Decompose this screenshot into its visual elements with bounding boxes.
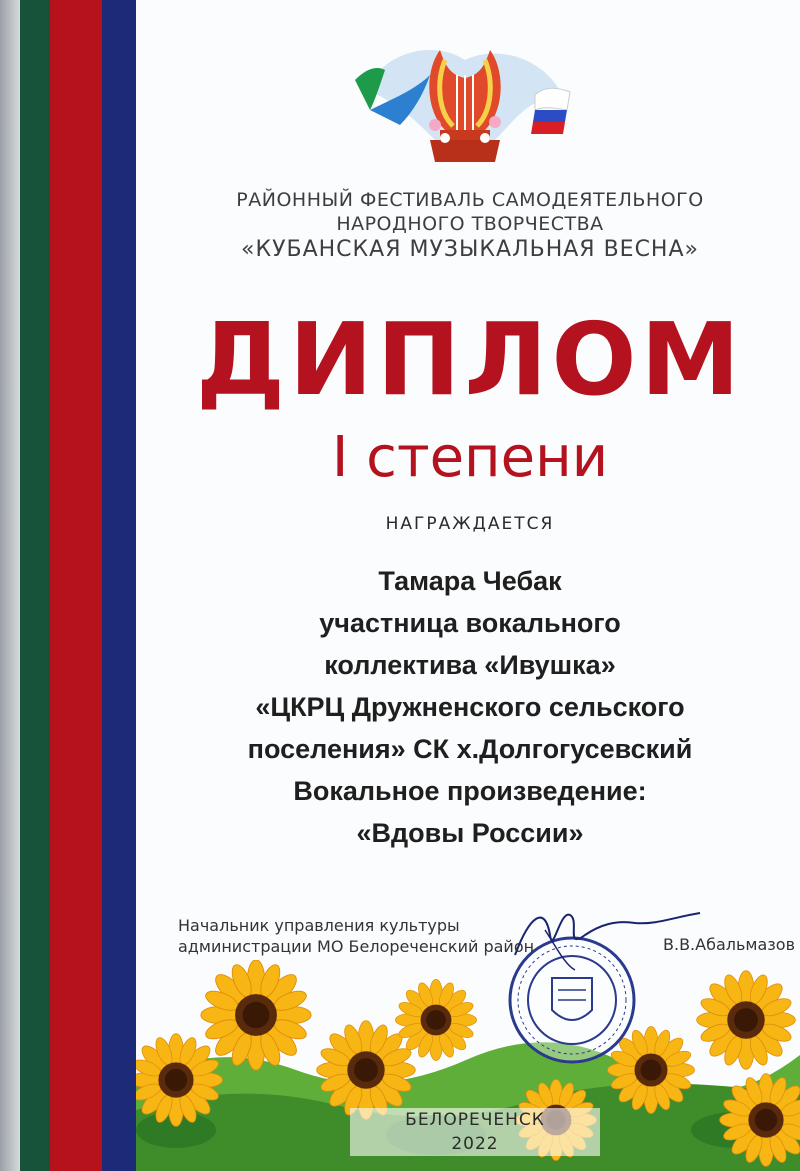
recipient-line: «Вдовы России» [356, 818, 584, 848]
recipient-line: поселения» СК х.Долгогусевский [247, 734, 693, 764]
recipient-block [140, 560, 800, 854]
recipient-line: Вокальное произведение: [293, 776, 647, 806]
festival-heading [140, 188, 800, 264]
signatory-position-line-2: администрации МО Белореченский район [178, 937, 535, 956]
recipient-line: коллектива «Ивушка» [324, 650, 616, 680]
recipient-line: участница вокального [319, 608, 621, 638]
footer-year: 2022 [451, 1134, 499, 1154]
signatory-name: В.В.Абальмазов [663, 935, 795, 954]
festival-emblem-icon [345, 30, 575, 180]
footer [350, 1108, 600, 1156]
blue-stripe [102, 0, 136, 1171]
diploma-degree: I степени [331, 425, 609, 490]
footer-city: БЕЛОРЕЧЕНСК [405, 1110, 545, 1130]
signatory-position [178, 915, 534, 957]
festival-line-1: РАЙОННЫЙ ФЕСТИВАЛЬ САМОДЕЯТЕЛЬНОГО [236, 189, 704, 211]
diploma-title: ДИПЛОМ [195, 301, 745, 418]
red-stripe [50, 0, 102, 1171]
festival-name: «КУБАНСКАЯ МУЗЫКАЛЬНАЯ ВЕСНА» [241, 237, 699, 262]
signatory-position-line-1: Начальник управления культуры [178, 916, 460, 935]
green-stripe [20, 0, 50, 1171]
awarded-label: НАГРАЖДАЕТСЯ [385, 514, 555, 534]
recipient-name: Тамара Чебак [378, 566, 562, 596]
festival-line-2: НАРОДНОГО ТВОРЧЕСТВА [336, 213, 604, 235]
page-edge-shadow [0, 0, 20, 1171]
recipient-line: «ЦКРЦ Дружненского сельского [255, 692, 685, 722]
